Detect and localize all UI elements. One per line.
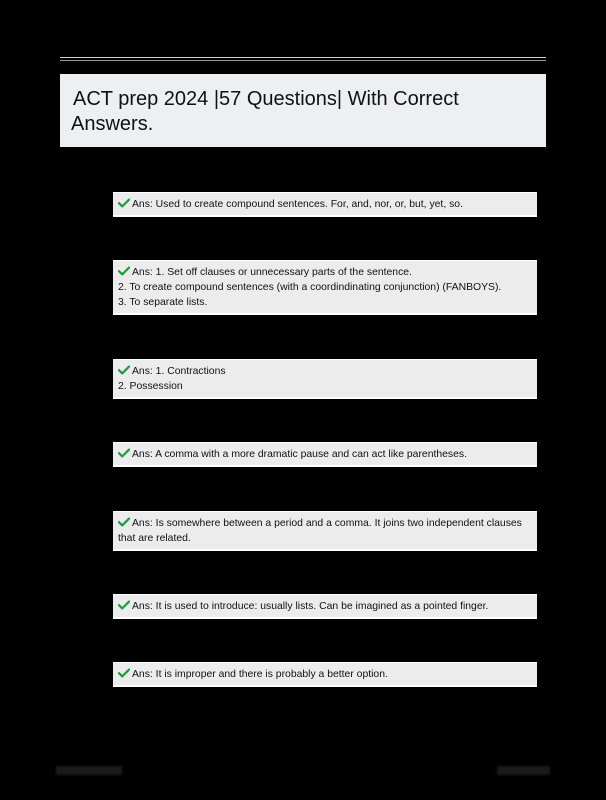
answer-text: Ans: It is used to introduce: usually lists. Can be imagined as a pointed finger. [132, 601, 489, 612]
document-title-line-1: ACT prep 2024 |57 Questions| With Correct [73, 88, 459, 110]
top-divider [60, 57, 546, 61]
footer-page-number-blurred [497, 766, 550, 775]
answer-line: that are related. [118, 533, 191, 544]
answer-line [118, 265, 533, 280]
answer-box-6 [113, 594, 537, 619]
answer-box-4 [113, 442, 537, 467]
answer-line [118, 516, 533, 531]
document-title-box [60, 74, 546, 147]
answer-text: Ans: 1. Contractions [132, 366, 226, 377]
check-icon [118, 668, 130, 678]
check-icon [118, 365, 130, 375]
check-icon [118, 266, 130, 276]
check-icon [118, 517, 130, 527]
answer-text: Ans: It is improper and there is probably a better option. [132, 669, 388, 680]
check-icon [118, 600, 130, 610]
answer-text: Ans: Is somewhere between a period and a comma. It joins two independent clauses [132, 518, 522, 529]
answer-box-7 [113, 662, 537, 687]
answer-line: 2. To create compound sentences (with a coordindinating conjunction) (FANBOYS). [118, 282, 502, 293]
answer-box-5 [113, 511, 537, 551]
answer-line [118, 364, 533, 379]
answer-line: 2. Possession [118, 381, 183, 392]
document-title [71, 87, 534, 137]
answer-line [118, 447, 533, 462]
answer-text: Ans: Used to create compound sentences. For, and, nor, or, but, yet, so. [132, 199, 463, 210]
answer-box-3 [113, 359, 537, 399]
answer-line [118, 197, 533, 212]
answer-text: Ans: 1. Set off clauses or unnecessary parts of the sentence. [132, 267, 412, 278]
answer-box-2 [113, 260, 537, 315]
footer-left-text-blurred [56, 766, 122, 775]
check-icon [118, 198, 130, 208]
document-title-line-2: Answers. [71, 113, 154, 135]
answer-box-1 [113, 192, 537, 217]
answer-line [118, 599, 533, 614]
answer-line: 3. To separate lists. [118, 297, 208, 308]
answer-line [118, 667, 533, 682]
check-icon [118, 448, 130, 458]
answer-text: Ans: A comma with a more dramatic pause and can act like parentheses. [132, 449, 467, 460]
